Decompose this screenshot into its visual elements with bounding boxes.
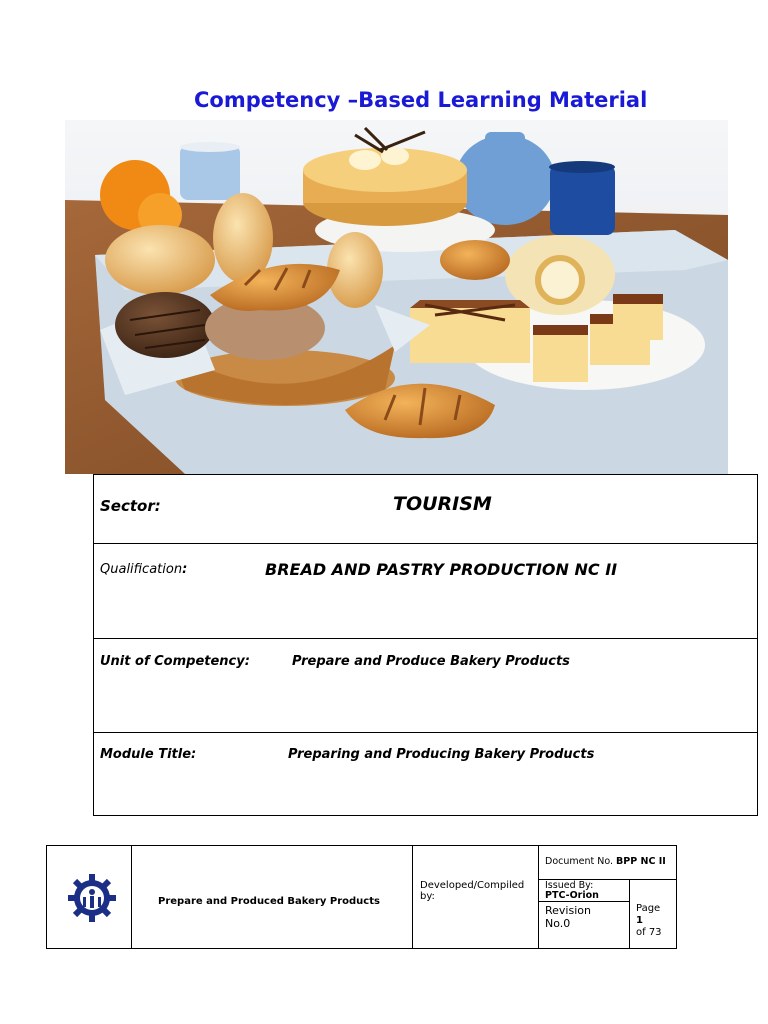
qualification-row (94, 544, 757, 639)
issued-by-value: PTC-Orion (545, 890, 599, 901)
qualification-label (100, 562, 187, 577)
unit-row (94, 639, 757, 733)
sector-label (100, 497, 161, 515)
sector-value: TOURISM (393, 493, 492, 515)
unit-label: Unit of Competency: (100, 654, 250, 669)
module-value: Preparing and Producing Bakery Products (288, 747, 595, 762)
footer-logo-cell (47, 846, 132, 948)
bakery-photo (65, 120, 728, 474)
module-info-table (93, 474, 758, 816)
issued-by-cell (539, 880, 630, 902)
footer-developed-label: Developed/Compiled by: (420, 880, 525, 902)
module-row (94, 733, 757, 816)
footer-module-name-cell (132, 846, 413, 948)
document-number-cell (539, 846, 676, 880)
footer-module-name: Prepare and Produced Bakery Products (158, 896, 380, 907)
page-cell (630, 880, 676, 948)
footer-document-cell (539, 846, 676, 948)
footer-developed-cell (413, 846, 539, 948)
document-footer (46, 845, 677, 949)
revision-label: Revision No.0 (545, 904, 591, 930)
issued-by-label: Issued By: (545, 880, 594, 891)
sector-colon: : (154, 497, 161, 515)
unit-value: Prepare and Produce Bakery Products (292, 654, 570, 669)
page-total: of 73 (636, 927, 662, 938)
document-number-label: Document No. (545, 856, 614, 867)
sector-label-text: Sector (100, 497, 155, 515)
qualification-value: BREAD AND PASTRY PRODUCTION NC II (265, 560, 618, 579)
page-label: Page (636, 903, 661, 914)
document-number-value: BPP NC II (616, 856, 666, 867)
module-label: Module Title: (100, 747, 197, 762)
sector-row (94, 475, 757, 544)
qualification-colon: : (182, 562, 188, 577)
revision-cell (539, 902, 630, 948)
document-title: Competency –Based Learning Material (194, 88, 648, 112)
qualification-label-text: Qualification (100, 562, 183, 577)
page-number: 1 (636, 915, 643, 926)
tesda-gear-logo-icon (67, 873, 117, 923)
